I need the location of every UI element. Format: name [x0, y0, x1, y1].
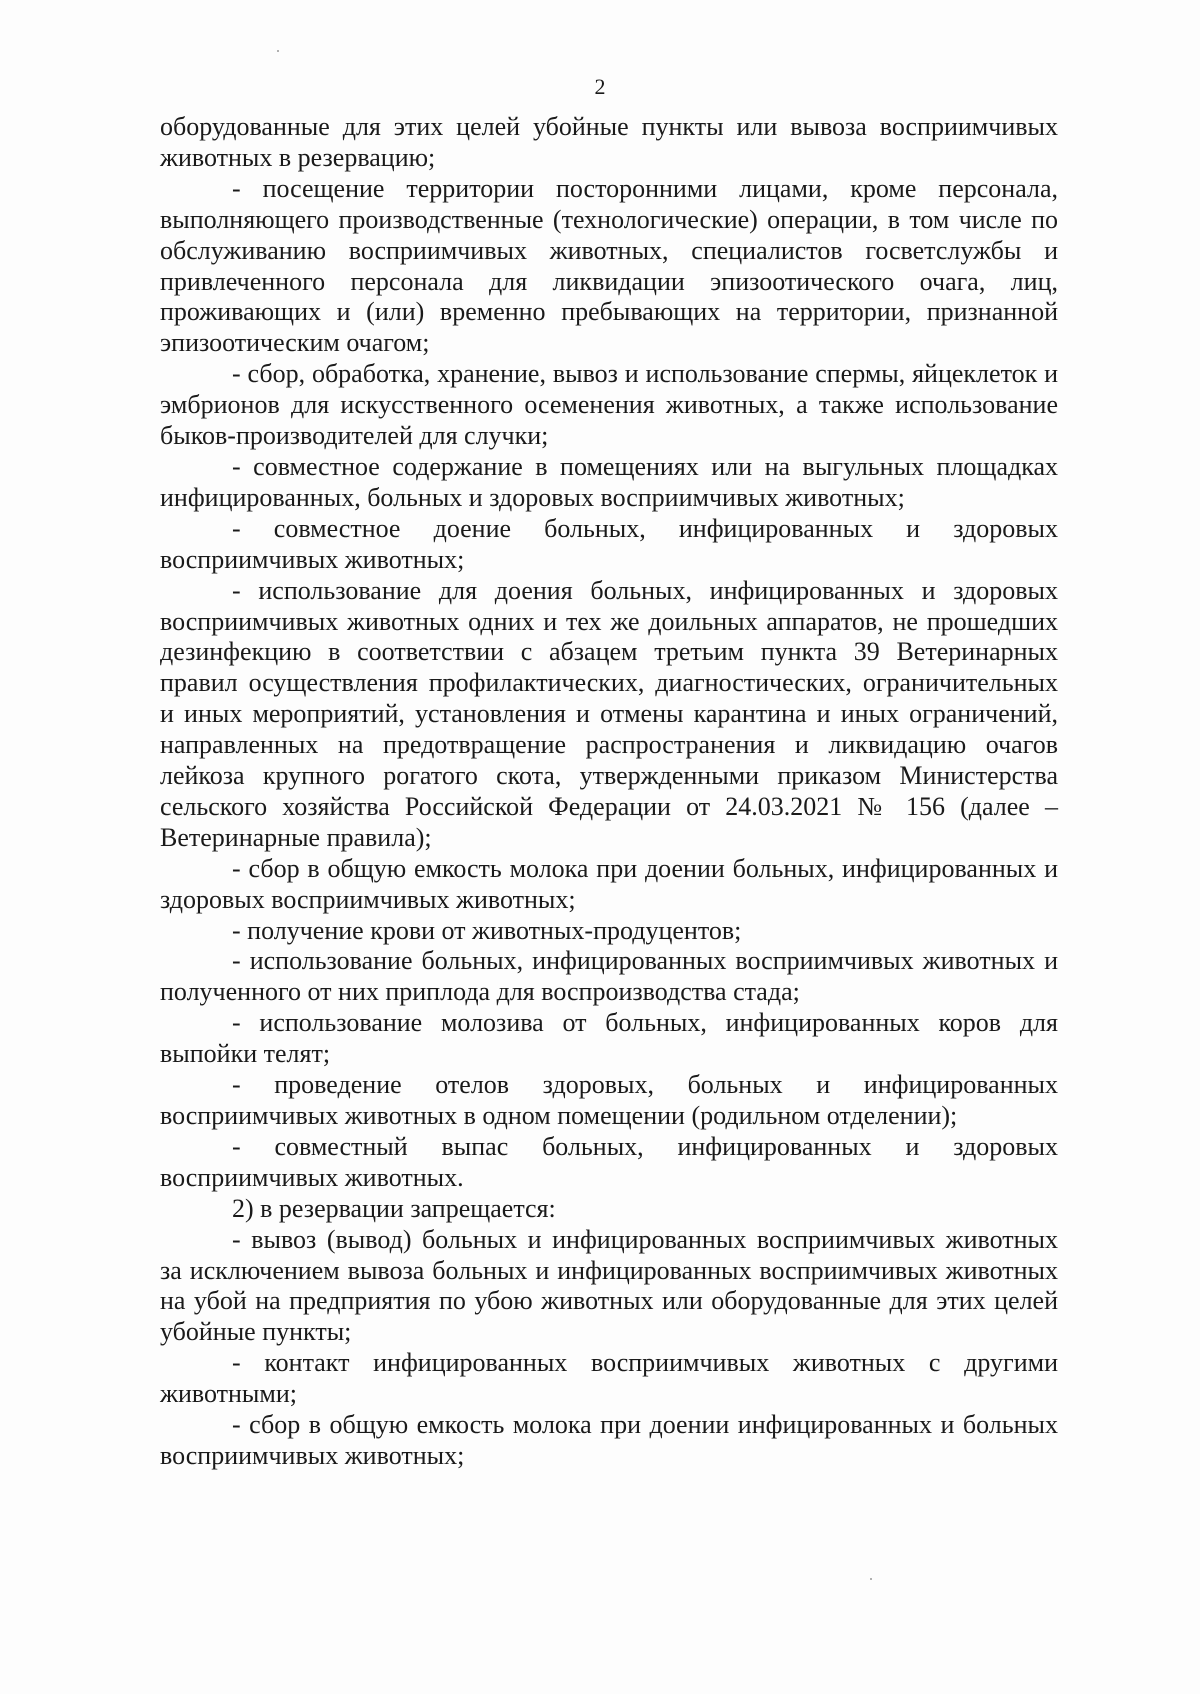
- page-number: 2: [594, 74, 606, 99]
- scan-speck: [870, 1578, 872, 1580]
- section-heading-reservation: 2) в резервации запрещается:: [232, 1193, 556, 1223]
- paragraph-continuation: оборудованные для этих целей убойные пункты или вывоза восприимчивых животных в резервацию;: [160, 112, 1058, 172]
- list-item-grazing: - совместный выпас больных, инфицированных и здоровых восприимчивых животных.: [160, 1131, 1058, 1192]
- list-item-joint-housing: - совместное содержание в помещениях или на выгульных площадках инфицированных, больных и здоровых восприимчивых животных;: [160, 451, 1058, 512]
- list-item-milk-collection-reservation: - сбор в общую емкость молока при доении инфицированных и больных восприимчивых животных;: [160, 1410, 1058, 1470]
- list-item-sperm-collection: - сбор, обработка, хранение, вывоз и использование спермы, яйцеклеток и эмбрионов для искусственного осеменения животных, а также использование быков-производителей для случки;: [160, 359, 1058, 451]
- list-item-colostrum: - использование молозива от больных, инфицированных коров для выпойки телят;: [160, 1008, 1058, 1069]
- list-item-calving: - проведение отелов здоровых, больных и инфицированных восприимчивых животных в одном помещении (родильном отделении);: [160, 1070, 1058, 1130]
- list-item-blood-collection: - получение крови от животных-продуцентов;: [232, 915, 742, 945]
- list-item-visitors: - посещение территории посторонними лицами, кроме персонала, выполняющего производственные (технологические) операции, в том числе по обслуживанию восприимчивых животных, специалистов госветслужбы и привлеченного персонала для ликвидации эпизоотического очага, лиц, проживающих и (или) временно пребывающих на территории, признанной эпизоотическим очагом;: [160, 173, 1058, 358]
- list-item-joint-milking: - совместное доение больных, инфицированных и здоровых восприимчивых животных;: [160, 513, 1058, 574]
- list-item-export: - вывоз (вывод) больных и инфицированных восприимчивых животных за исключением вывоза больных и инфицированных восприимчивых животных на убой на предприятия по убою животных или оборудованные для этих целей убойные пункты;: [160, 1224, 1058, 1347]
- scan-speck: [277, 50, 279, 52]
- list-item-milk-collection: - сбор в общую емкость молока при доении больных, инфицированных и здоровых восприимчивых животных;: [160, 853, 1058, 914]
- list-item-milking-machines: - использование для доения больных, инфицированных и здоровых восприимчивых животных одних и тех же доильных аппаратов, не прошедших дезинфекцию в соответствии с абзацем третьим пункта 39 Ветеринарных правил осуществления профилактических, диагностических, ограничительных и иных мероприятий, установления и отмены карантина и иных ограничений, направленных на предотвращение распространения и ликвидацию очагов лейкоза крупного рогатого скота, утвержденными приказом Министерства сельского хозяйства Российской Федерации от 24.03.2021 № 156 (далее – Ветеринарные правила);: [160, 575, 1058, 852]
- list-item-reproduction: - использование больных, инфицированных восприимчивых животных и полученного от них приплода для воспроизводства стада;: [160, 946, 1058, 1007]
- list-item-contact: - контакт инфицированных восприимчивых животных с другими животными;: [160, 1348, 1058, 1409]
- document-body: [160, 112, 1058, 1472]
